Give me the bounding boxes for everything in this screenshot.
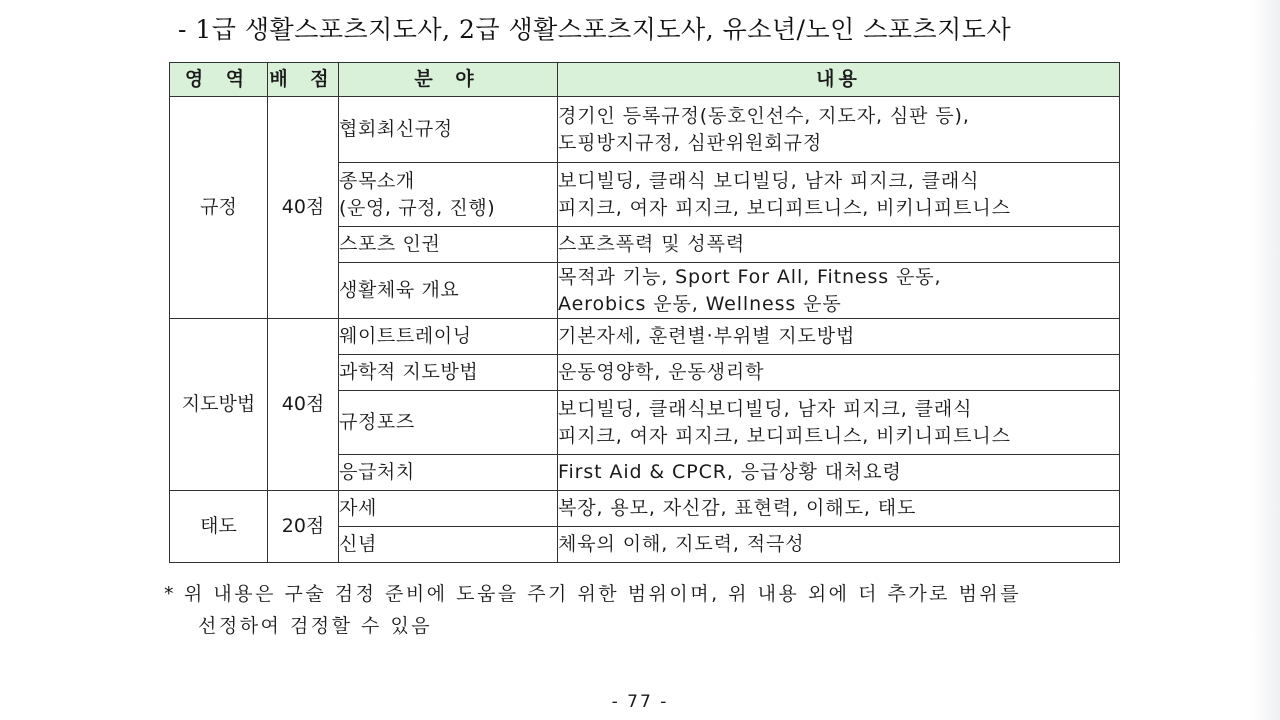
field-cell — [339, 227, 558, 263]
content-line: 체육의 이해, 지도력, 적극성 — [558, 533, 805, 555]
content-cell — [558, 263, 1120, 319]
field-line: 과학적 지도방법 — [339, 361, 479, 383]
table-row — [170, 319, 1120, 355]
header-content: 내용 — [558, 63, 1120, 97]
area-cell: 지도방법 — [170, 319, 268, 491]
table-row — [170, 491, 1120, 527]
content-line: 스포츠폭력 및 성폭력 — [558, 233, 746, 255]
content-line: 경기인 등록규정(동호인선수, 지도자, 심판 등), — [558, 104, 970, 127]
field-line: (운영, 규정, 진행) — [339, 196, 496, 219]
exam-scope-table — [169, 62, 1120, 563]
field-line: 응급처치 — [339, 461, 415, 483]
field-cell — [339, 263, 558, 319]
footnote-line-2: 선정하여 검정할 수 있음 — [198, 615, 433, 637]
field-line: 규정포즈 — [339, 411, 415, 433]
header-score: 배 점 — [268, 63, 339, 97]
page-edge-shadow — [1252, 0, 1280, 720]
header-field: 분 야 — [339, 63, 558, 97]
field-cell — [339, 491, 558, 527]
content-line: Aerobics 운동, Wellness 운동 — [558, 292, 842, 315]
table-header-row — [170, 63, 1120, 97]
field-cell — [339, 355, 558, 391]
table-row — [170, 97, 1120, 163]
field-line: 신념 — [339, 533, 377, 555]
field-cell — [339, 97, 558, 163]
footnote-line-1: 위 내용은 구술 검정 준비에 도움을 주기 위한 범위이며, 위 내용 외에 더 추가로 범위를 — [184, 583, 1022, 605]
content-line: 보디빌딩, 클래식 보디빌딩, 남자 피지크, 클래식 — [558, 169, 980, 192]
content-line: 목적과 기능, Sport For All, Fitness 운동, — [558, 265, 942, 288]
content-line: 기본자세, 훈련별·부위별 지도방법 — [558, 325, 856, 347]
content-cell — [558, 227, 1120, 263]
content-cell — [558, 527, 1120, 563]
content-cell — [558, 163, 1120, 227]
footnote-mark: * — [164, 583, 176, 605]
table-body — [170, 97, 1120, 563]
area-cell: 태도 — [170, 491, 268, 563]
field-line: 생활체육 개요 — [339, 279, 460, 301]
field-line: 스포츠 인권 — [339, 233, 441, 255]
header-area: 영 역 — [170, 63, 268, 97]
section-heading: - 1급 생활스포츠지도사, 2급 생활스포츠지도사, 유소년/노인 스포츠지도사 — [178, 15, 1012, 44]
content-line: 도핑방지규정, 심판위원회규정 — [558, 131, 823, 154]
field-cell — [339, 391, 558, 455]
field-cell — [339, 163, 558, 227]
field-line: 종목소개 — [339, 169, 415, 192]
score-cell: 40점 — [268, 97, 339, 319]
content-line: 복장, 용모, 자신감, 표현력, 이해도, 태도 — [558, 497, 917, 519]
content-line: 운동영양학, 운동생리학 — [558, 361, 765, 383]
content-line: First Aid & CPCR, 응급상황 대처요령 — [558, 461, 902, 483]
field-cell — [339, 527, 558, 563]
page-number: - 77 - — [611, 692, 669, 712]
content-line: 보디빌딩, 클래식보디빌딩, 남자 피지크, 클래식 — [558, 397, 973, 420]
content-cell — [558, 319, 1120, 355]
content-cell — [558, 491, 1120, 527]
footnote — [164, 578, 1021, 642]
field-line: 웨이트트레이닝 — [339, 325, 472, 347]
content-cell — [558, 355, 1120, 391]
area-cell: 규정 — [170, 97, 268, 319]
content-cell — [558, 97, 1120, 163]
field-cell — [339, 455, 558, 491]
content-cell — [558, 455, 1120, 491]
content-line: 피지크, 여자 피지크, 보디피트니스, 비키니피트니스 — [558, 424, 1011, 447]
score-cell: 40점 — [268, 319, 339, 491]
field-cell — [339, 319, 558, 355]
field-line: 자세 — [339, 497, 377, 519]
score-cell: 20점 — [268, 491, 339, 563]
content-cell — [558, 391, 1120, 455]
content-line: 피지크, 여자 피지크, 보디피트니스, 비키니피트니스 — [558, 196, 1011, 219]
field-line: 협회최신규정 — [339, 118, 453, 140]
